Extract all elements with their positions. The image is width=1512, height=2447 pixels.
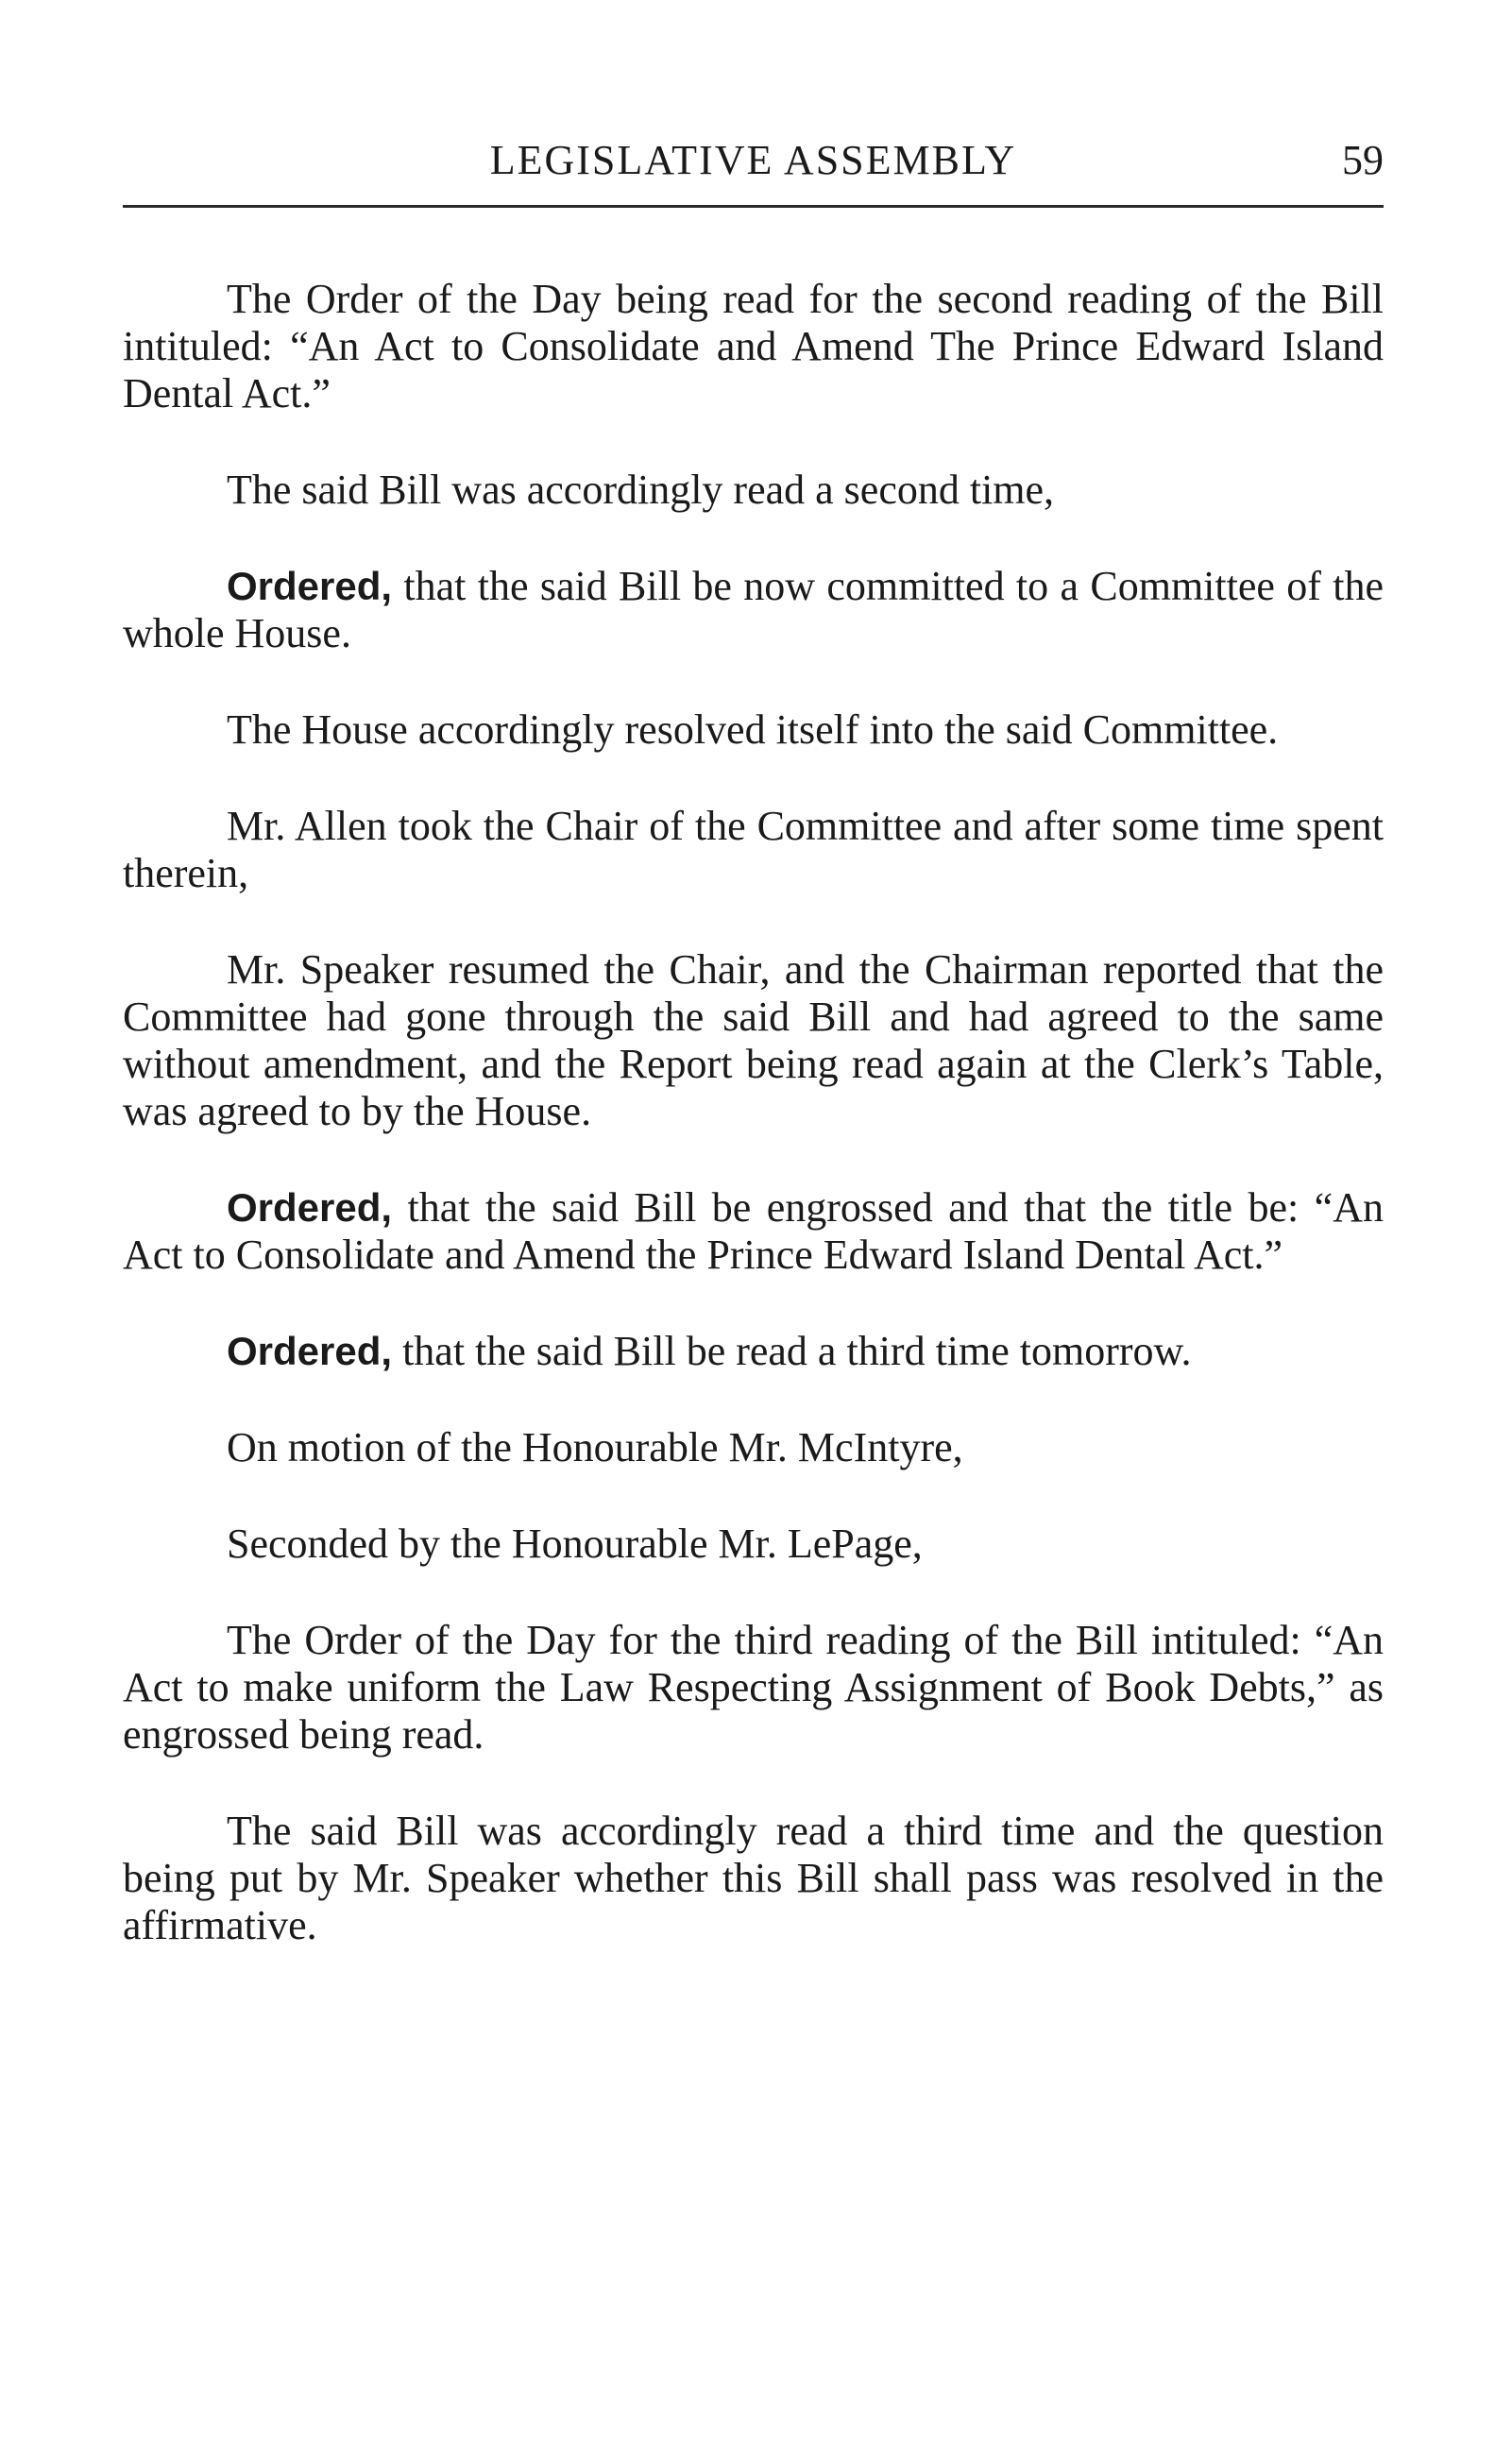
page-header (123, 132, 1384, 189)
header-divider (123, 205, 1384, 208)
paragraph-second-reading: The Order of the Day being read for the second reading of the Bill intituled: “An Act to Consolidate and Amend The Prince Edward Island Dental Act.” (123, 276, 1384, 416)
paragraph-seconded: Seconded by the Honourable Mr. LePage, (227, 1521, 923, 1567)
paragraph-bill-passed: The said Bill was accordingly read a third time and the question being put by Mr. Speaker whether this Bill shall pass was resolved in the affirmative. (123, 1808, 1384, 1948)
paragraph-chair-taken: Mr. Allen took the Chair of the Committee and after some time spent therein, (123, 803, 1384, 896)
paragraph-ordered-third-reading: Ordered, that the said Bill be read a third time tomorrow. (227, 1328, 1192, 1374)
paragraph-ordered-committed: Ordered, that the said Bill be now committed to a Committee of the whole House. (123, 563, 1384, 656)
paragraph-third-reading-order: The Order of the Day for the third reading of the Bill intituled: “An Act to make uniform the Law Respecting Assignment of Book Debts,” as engrossed being read. (123, 1617, 1384, 1758)
running-title: LEGISLATIVE ASSEMBLY (489, 137, 1017, 183)
paragraph-read-second-time: The said Bill was accordingly read a second time, (227, 467, 1055, 513)
paragraph-ordered-engrossed: Ordered, that the said Bill be engrossed and that the title be: “An Act to Consolidate and Amend the Prince Edward Island Dental Act.” (123, 1184, 1384, 1278)
body-text (123, 276, 1384, 1998)
paragraph-house-resolved: The House accordingly resolved itself into the said Committee. (227, 706, 1279, 753)
page-number: 59 (1342, 137, 1384, 183)
paragraph-speaker-resumed: Mr. Speaker resumed the Chair, and the Chairman reported that the Committee had gone through the said Bill and had agreed to the same without amendment, and the Report being read again at the Clerk’s Table, was agreed to by the House. (123, 946, 1384, 1134)
paragraph-motion: On motion of the Honourable Mr. McIntyre, (227, 1424, 963, 1470)
